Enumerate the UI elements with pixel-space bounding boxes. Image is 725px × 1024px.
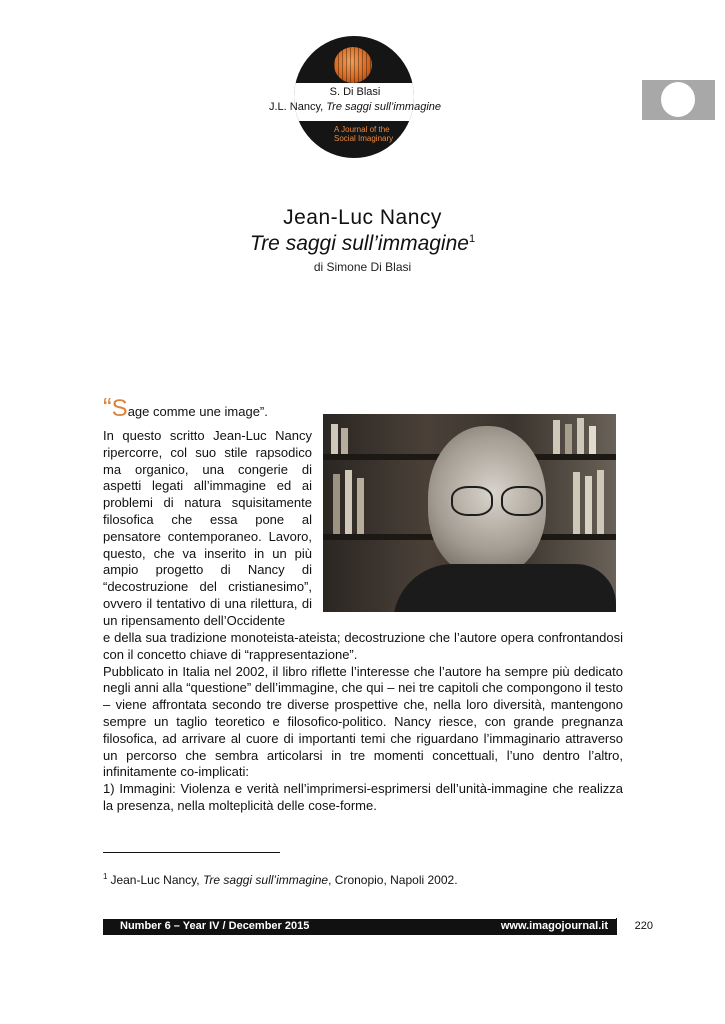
book [565, 424, 572, 454]
body-paragraph: Pubblicato in Italia nel 2002, il libro riflette l’interesse che l’autore ha sempre più dedicato negli anni alla “questione” dell’immagine, che qui – nei tre capitoli che compongono il testo – viene affrontata secondo tre diverse prospettive che, nella loro diversità, mantengono sempre un taglio teoretico e filosofico-politico. Nancy riesce, con grande pregnanza filosofica, ad arrivare al cuore di importanti temi che riguardano l’immaginario attraverso un percorso che sembra articolarsi in tre momenti concettuali, l’uno dentro l’altro, infinitamente co-implicati: [103, 663, 623, 780]
book [345, 470, 352, 534]
quote-rest: age comme une image”. [127, 404, 268, 419]
book [357, 478, 364, 534]
footnote-divider [103, 852, 280, 853]
book [589, 426, 596, 454]
body-paragraph: 1) Immagini: Violenza e verità nell’imprimersi-esprimersi dell’unità-immagine che realizza la presenza, nella molteplicità delle cose-forme. [103, 781, 623, 813]
footer-bar [103, 919, 616, 935]
circle-icon [661, 82, 695, 117]
book [553, 420, 560, 454]
website-link[interactable]: www.imagojournal.it [500, 920, 608, 932]
page-number: 220 [616, 918, 653, 935]
article-body [103, 630, 623, 815]
book [573, 472, 580, 534]
body-paragraph: e della sua tradizione monoteista-ateista; decostruzione che l’autore opera confrontandosi con il concetto chiave di “rappresentazione”. [103, 630, 623, 662]
intro-column-text: In questo scritto Jean-Luc Nancy ripercorre, col suo stile rapsodico ma organico, una congerie di aspetti legati all’immagine ed ai problemi di natura squisitamente filosofica che essa pone al pensatore contemporaneo. Lavoro, questo, che va inserito in un più ampio progetto di Nancy di “decostruzione del cristianesimo”, ovvero il tentativo di una rilettura, di un ripensamento dell’Occidente [103, 428, 312, 628]
opening-quote [103, 392, 268, 423]
drop-letter: S [111, 395, 128, 422]
logo-journal-name: A Journal of the Social Imaginary [334, 125, 394, 143]
footnote: $^1$ Jean-Luc Nancy, Tre saggi sull’immagine, Cronopio, Napoli 2002. [103, 872, 458, 887]
article-subtitle: Tre saggi sull’immagine$^1$ [249, 232, 476, 255]
journal-logo [269, 34, 441, 162]
footnote-ref[interactable]: 1 [468, 233, 476, 245]
issue-info: Number 6 – Year IV / December 2015 [120, 920, 310, 932]
portrait-coat [393, 564, 616, 612]
book [341, 428, 348, 454]
book [585, 476, 592, 534]
byline: di Simone Di Blasi [313, 260, 412, 274]
running-head-title: J.L. Nancy, Tre saggi sull’immagine [269, 101, 441, 113]
book [331, 424, 338, 454]
glasses-lens [501, 486, 543, 516]
book [577, 418, 584, 454]
globe-icon [334, 47, 372, 83]
article-title: Jean-Luc Nancy [283, 206, 442, 229]
book [333, 474, 340, 534]
quote-mark: “ [103, 392, 112, 422]
glasses-lens [451, 486, 493, 516]
author-photo [323, 414, 616, 612]
running-head-author: S. Di Blasi [329, 86, 381, 98]
corner-tab [642, 80, 715, 120]
book [597, 470, 604, 534]
